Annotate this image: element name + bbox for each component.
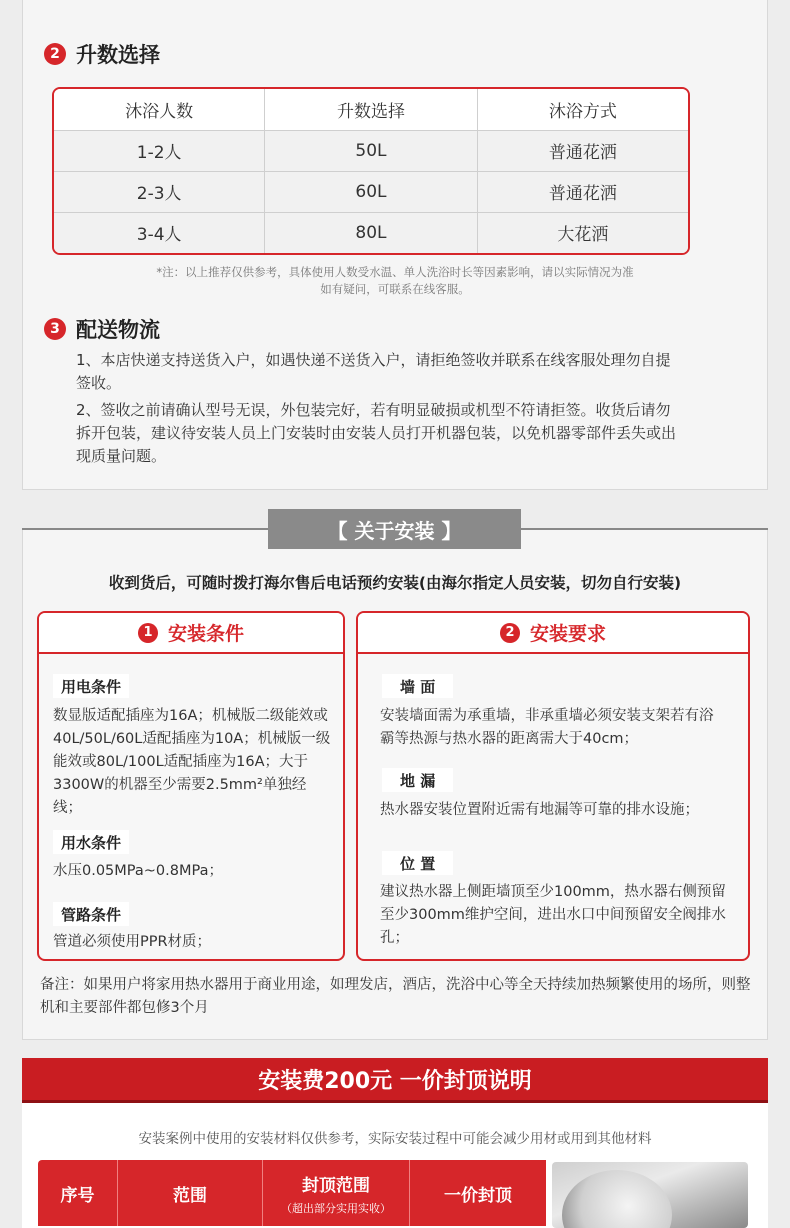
fee-banner: 安装费200元 一价封顶说明 (22, 1058, 768, 1103)
power-condition-text: 数显版适配插座为16A；机械版二级能效或40L/50L/60L适配插座为10A；机械版一级能效或80L/100L适配插座为16A；大于3300W的机器至少需要2.5mm²单独经线； (53, 708, 331, 816)
table-header-cell: 沐浴人数 (54, 89, 265, 130)
table-cell: 2-3人 (54, 171, 265, 212)
section-number-badge: 2 (500, 623, 520, 643)
about-install-badge: 【 关于安装 】 (268, 509, 521, 549)
delivery-paragraph-2: 2、签收之前请确认型号无误，外包装完好，若有明显破损或机型不符请拒签。收货后请勿拆开包装，建议待安装人员上门安装时由安装人员打开机器包装，以免机器零部件丢失或出现质量问题。 (76, 401, 677, 465)
fee-table-header (38, 1160, 546, 1226)
pipe-condition-text: 管道必须使用PPR材质； (53, 934, 212, 950)
drain-text: 热水器安装位置附近需有地漏等可靠的排水设施； (380, 802, 699, 818)
table-cell: 60L (265, 171, 477, 212)
section-liters-heading (44, 39, 160, 69)
note-line: 如有疑问，可联系在线客服。 (320, 282, 470, 296)
wall-tag: 墙 面 (382, 674, 453, 698)
section-title: 配送物流 (76, 318, 160, 342)
table-cell: 大花洒 (477, 212, 688, 253)
table-cell: 50L (265, 130, 477, 171)
cell-label: 一价封顶 (444, 1185, 512, 1206)
liters-note (100, 264, 690, 298)
install-intro: 收到货后，可随时拨打海尔售后电话预约安装(由海尔指定人员安装，切勿自行安装) (108, 574, 682, 592)
table-row (54, 130, 688, 171)
table-header-cell: 升数选择 (265, 89, 477, 130)
divider (521, 528, 768, 530)
section-number-badge: 1 (138, 623, 158, 643)
table-cell: 80L (265, 212, 477, 253)
cell-label: 封顶范围 (302, 1175, 370, 1196)
section-number-badge: 3 (44, 318, 66, 340)
water-condition-tag: 用水条件 (53, 830, 129, 854)
table-cell: 普通花洒 (477, 171, 688, 212)
fee-col-cap (263, 1160, 410, 1226)
fee-col-number (38, 1160, 118, 1226)
power-condition-tag: 用电条件 (53, 674, 129, 698)
table-cell: 普通花洒 (477, 130, 688, 171)
liter-table (52, 87, 690, 255)
section-delivery-heading (44, 314, 160, 344)
divider (22, 528, 268, 530)
wall-text: 安装墙面需为承重墙，非承重墙必须安装支架若有浴霸等热源与热水器的距离需大于40cm； (380, 708, 714, 747)
box-title: 安装条件 (167, 623, 244, 645)
pipe-condition-tag: 管路条件 (53, 902, 129, 926)
note-line: *注：以上推荐仅供参考，具体使用人数受水温、单人洗浴时长等因素影响，请以实际情况为准 (156, 265, 634, 279)
water-heater-tank-image (562, 1170, 672, 1228)
box-header (39, 613, 343, 654)
table-header-cell: 沐浴方式 (477, 89, 688, 130)
box-header (358, 613, 748, 654)
box-title: 安装要求 (529, 623, 606, 645)
cell-label: 范围 (173, 1185, 207, 1206)
position-text: 建议热水器上侧距墙顶至少100mm，热水器右侧预留至少300mm维护空间，进出水口中间预留安全阀排水孔； (380, 884, 726, 946)
delivery-paragraph-1: 1、本店快递支持送货入户，如遇快递不送货入户，请拒绝签收并联系在线客服处理勿自提签收。 (76, 351, 671, 392)
cell-label: 序号 (60, 1185, 95, 1206)
install-conditions-box (37, 611, 345, 961)
cell-sublabel: （超出部分实用实收） (281, 1201, 391, 1215)
position-tag: 位 置 (382, 851, 453, 875)
table-cell: 3-4人 (54, 212, 265, 253)
table-row (54, 212, 688, 253)
table-cell: 1-2人 (54, 130, 265, 171)
install-remark: 备注：如果用户将家用热水器用于商业用途，如理发店，酒店，洗浴中心等全天持续加热频繁使用的场所，则整机和主要部件都包修3个月 (40, 977, 751, 1016)
water-heater-photo (552, 1162, 748, 1228)
table-row (54, 171, 688, 212)
install-requirements-box (356, 611, 750, 961)
water-condition-text: 水压0.05MPa~0.8MPa； (53, 863, 223, 879)
fee-col-price (410, 1160, 546, 1226)
section-number-badge: 2 (44, 43, 66, 65)
drain-tag: 地 漏 (382, 768, 453, 792)
fee-col-range (118, 1160, 263, 1226)
section-title: 升数选择 (76, 43, 160, 67)
fee-note: 安装案例中使用的安装材料仅供参考，实际安装过程中可能会减少用材或用到其他材料 (138, 1131, 652, 1147)
table-header-row (54, 89, 688, 130)
